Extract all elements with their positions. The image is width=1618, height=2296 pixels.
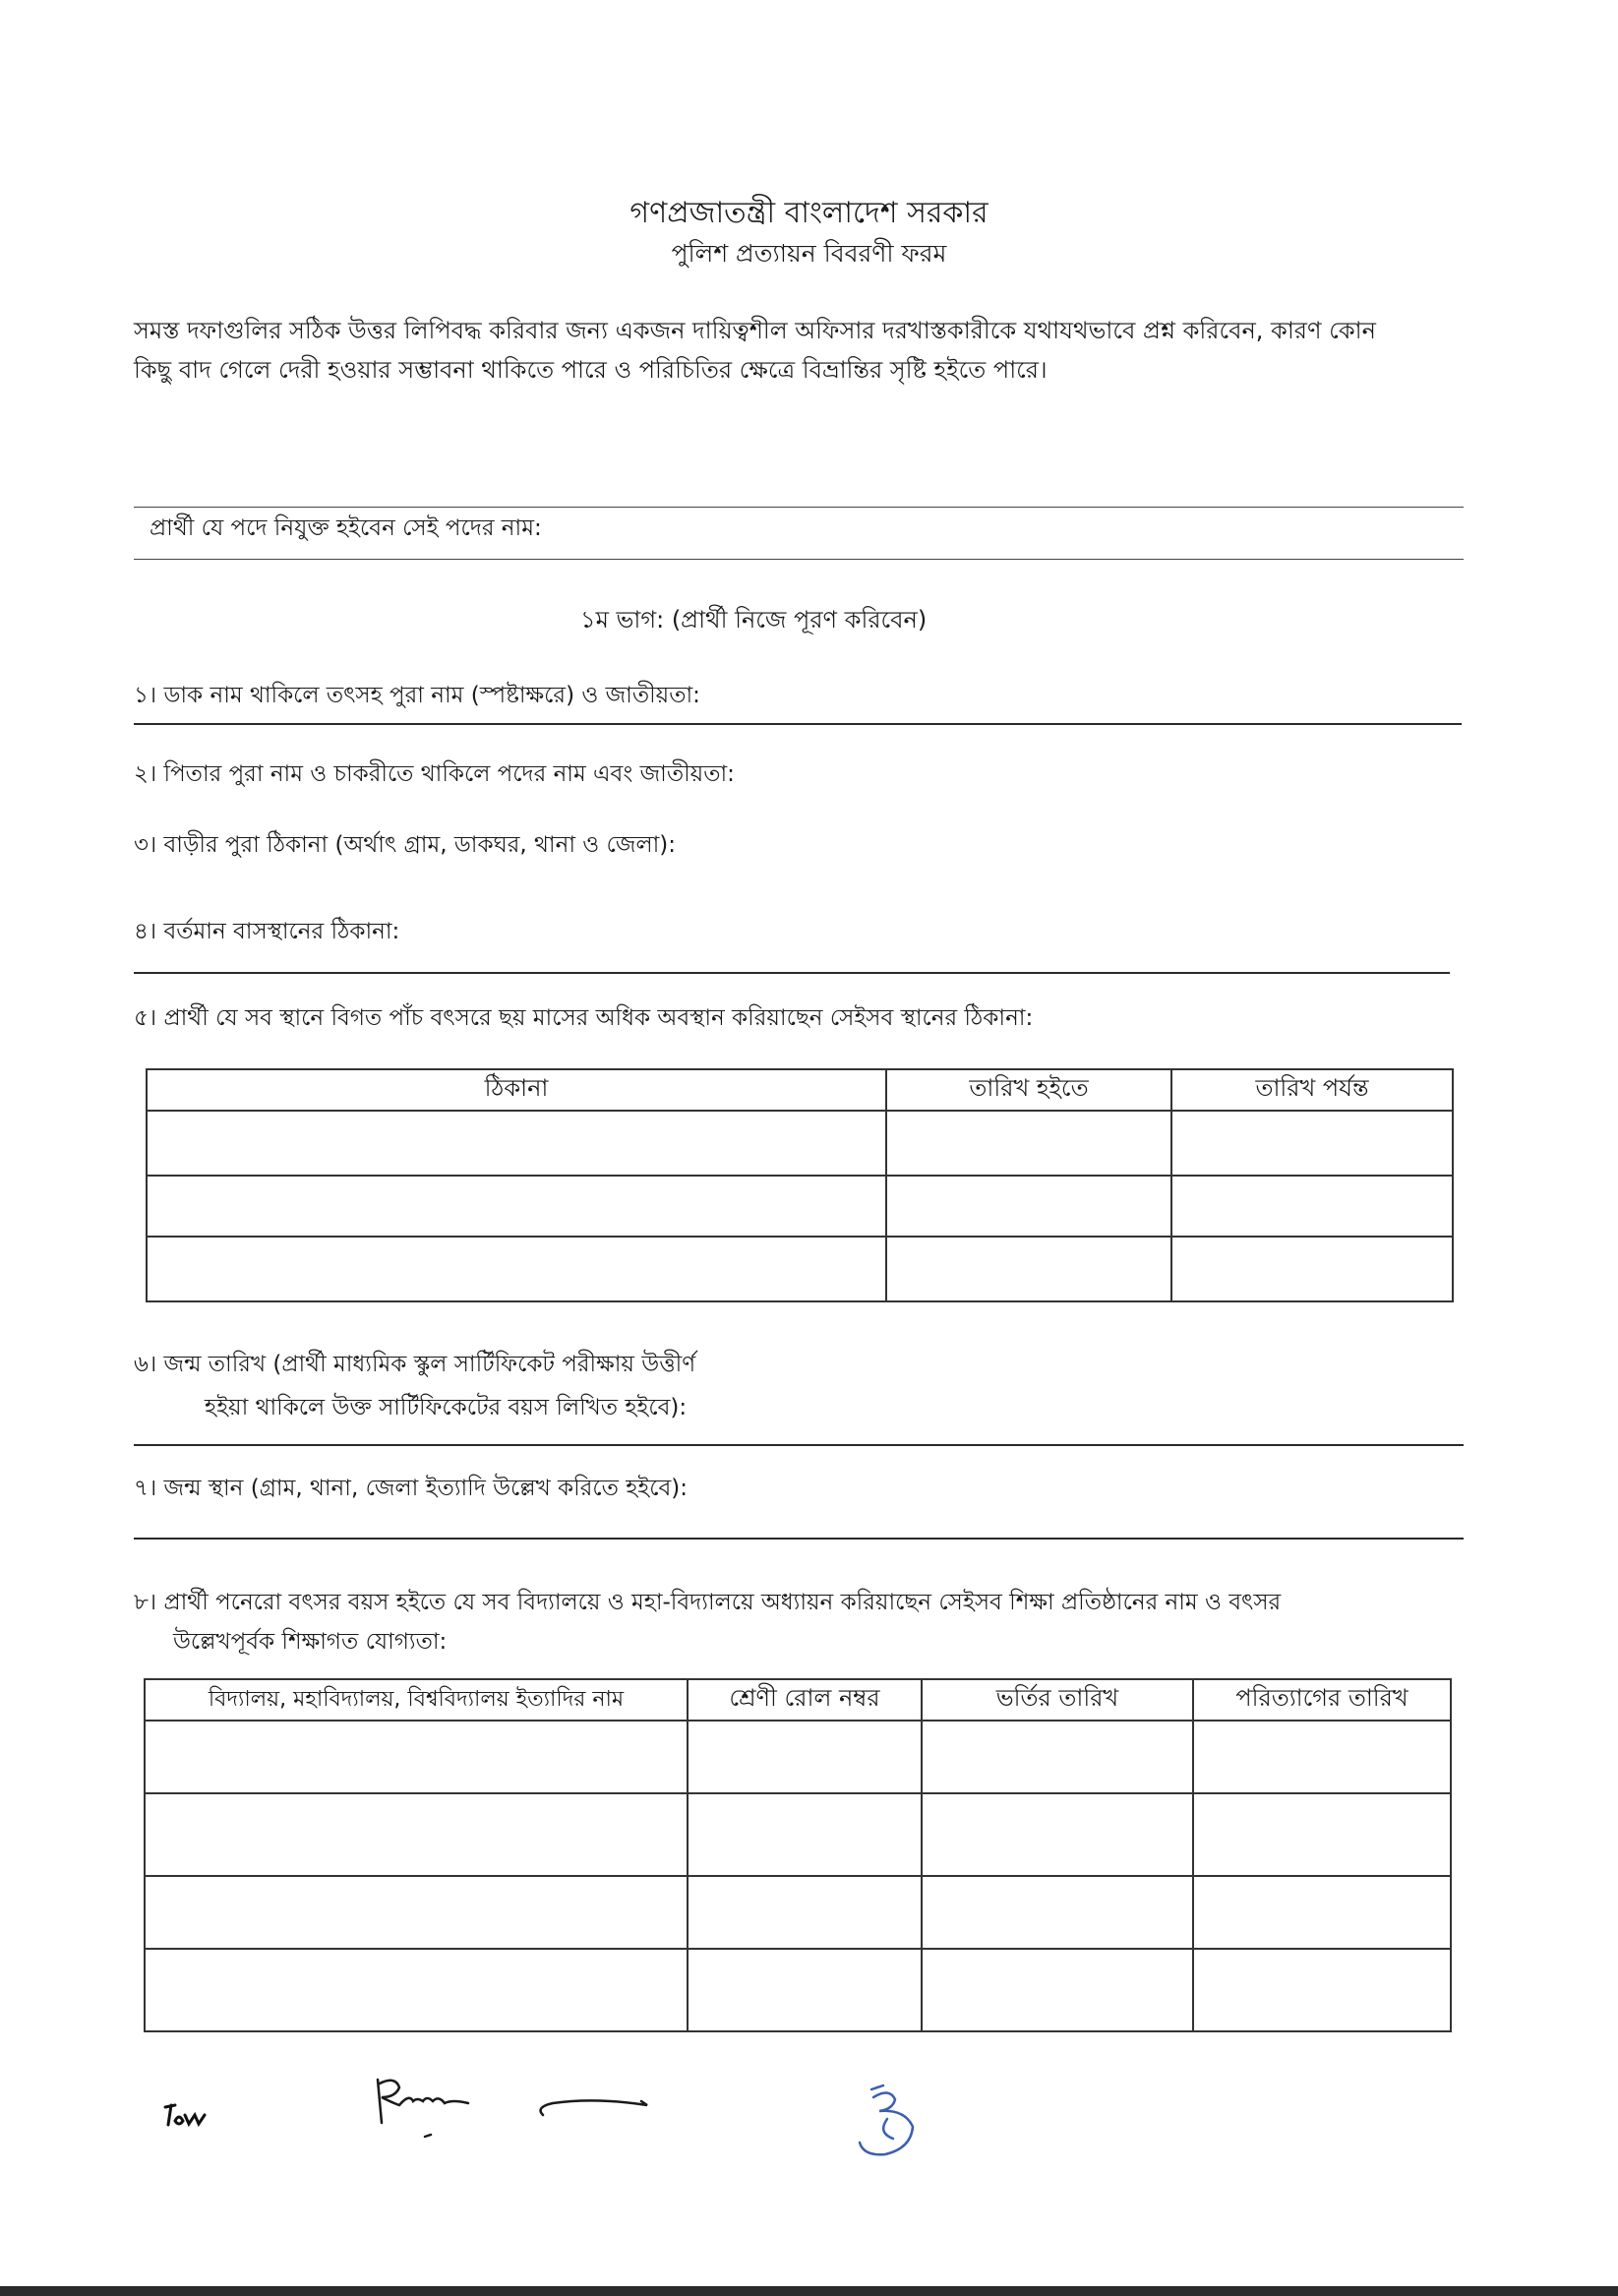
form-title: গণপ্রজাতন্ত্রী বাংলাদেশ সরকার [629, 196, 989, 230]
question-6-answer-line[interactable] [134, 1444, 1464, 1446]
table-row [145, 1793, 1451, 1876]
residence-cell[interactable] [147, 1176, 886, 1237]
post-bottom-rule [134, 559, 1464, 560]
residence-cell[interactable] [147, 1237, 886, 1301]
residence-table [146, 1068, 1454, 1302]
education-cell[interactable] [145, 1721, 688, 1793]
question-4-answer-line[interactable] [134, 972, 1450, 974]
education-cell[interactable] [688, 1721, 922, 1793]
table-row [147, 1237, 1453, 1301]
education-header-institution: বিদ্যালয়, মহাবিদ্যালয়, বিশ্ববিদ্যালয় ইত্যাদির নাম [145, 1679, 688, 1721]
education-table [144, 1678, 1452, 2032]
question-1: ১। ডাক নাম থাকিলে তৎসহ পুরা নাম (স্পষ্টাক্ষরে) ও জাতীয়তা: [134, 683, 700, 708]
education-cell[interactable] [688, 1793, 922, 1876]
residence-cell[interactable] [886, 1176, 1171, 1237]
scan-bottom-edge [0, 2286, 1618, 2296]
form-subtitle: পুলিশ প্রত্যায়ন বিবরণী ফরম [671, 239, 947, 268]
education-cell[interactable] [688, 1949, 922, 2031]
residence-cell[interactable] [1171, 1111, 1453, 1176]
education-cell[interactable] [145, 1949, 688, 2031]
education-cell[interactable] [1193, 1876, 1451, 1949]
residence-header-to-date: তারিখ পর্যন্ত [1171, 1069, 1453, 1111]
residence-cell[interactable] [1171, 1176, 1453, 1237]
residence-cell[interactable] [147, 1111, 886, 1176]
education-cell[interactable] [1193, 1949, 1451, 2031]
question-5: ৫। প্রার্থী যে সব স্থানে বিগত পাঁচ বৎসরে ছয় মাসের অধিক অবস্থান করিয়াছেন সেইসব স্থানের ঠিকানা: [134, 1005, 1034, 1031]
education-cell[interactable] [922, 1793, 1193, 1876]
post-name-label: প্রার্থী যে পদে নিযুক্ত হইবেন সেই পদের নাম: [150, 515, 542, 541]
education-cell[interactable] [922, 1721, 1193, 1793]
education-cell[interactable] [1193, 1721, 1451, 1793]
education-header-roll: শ্রেণী রোল নম্বর [688, 1679, 922, 1721]
table-row [145, 1721, 1451, 1793]
question-8-line-1: ৮। প্রার্থী পনেরো বৎসর বয়স হইতে যে সব বিদ্যালয়ে ও মহা-বিদ্যালয়ে অধ্যায়ন করিয়াছেন সেইসব শিক্ষা প্রতিষ্ঠানের নাম ও বৎসর [134, 1590, 1282, 1615]
education-header-leaving-date: পরিত্যাগের তারিখ [1193, 1679, 1451, 1721]
instruction-line-2: কিছু বাদ গেলে দেরী হওয়ার সম্ভাবনা থাকিতে পারে ও পরিচিতির ক্ষেত্রে বিভ্রান্তির সৃষ্টি হইতে পারে। [134, 356, 1048, 384]
question-4: ৪। বর্তমান বাসস্থানের ঠিকানা: [134, 919, 400, 944]
residence-cell[interactable] [886, 1237, 1171, 1301]
initials-signature-3 [844, 2084, 932, 2166]
education-header-admission-date: ভর্তির তারিখ [922, 1679, 1193, 1721]
education-cell[interactable] [145, 1793, 688, 1876]
education-cell[interactable] [922, 1949, 1193, 2031]
residence-cell[interactable] [1171, 1237, 1453, 1301]
question-2: ২। পিতার পুরা নাম ও চাকরীতে থাকিলে পদের নাম এবং জাতীয়তা: [134, 761, 735, 787]
table-row [145, 1876, 1451, 1949]
education-cell[interactable] [1193, 1793, 1451, 1876]
residence-header-from-date: তারিখ হইতে [886, 1069, 1171, 1111]
question-6-line-2: হইয়া থাকিলে উক্ত সার্টিফিকেটের বয়স লিখিত হইবে): [205, 1395, 688, 1420]
question-8-line-2: উল্লেখপূর্বক শিক্ষাগত যোগ্যতা: [173, 1629, 448, 1655]
part1-heading: ১ম ভাগ: (প্রার্থী নিজে পূরণ করিবেন) [580, 606, 928, 634]
table-row [147, 1176, 1453, 1237]
residence-cell[interactable] [886, 1111, 1171, 1176]
residence-header-address: ঠিকানা [147, 1069, 886, 1111]
question-1-answer-line[interactable] [134, 723, 1462, 725]
table-row [147, 1111, 1453, 1176]
question-6-line-1: ৬। জন্ম তারিখ (প্রার্থী মাধ্যমিক স্কুল সার্টিফিকেট পরীক্ষায় উত্তীর্ণ [134, 1352, 696, 1377]
post-top-rule [134, 507, 1464, 508]
initials-signature-1 [159, 2097, 218, 2137]
instruction-line-1: সমস্ত দফাগুলির সঠিক উত্তর লিপিবদ্ধ করিবার জন্য একজন দায়িত্বশীল অফিসার দরখাস্তকারীকে যথাযথভাবে প্রশ্ন করিবেন, কারণ কোন [134, 317, 1376, 344]
education-cell[interactable] [145, 1876, 688, 1949]
education-cell[interactable] [922, 1876, 1193, 1949]
table-row [145, 1949, 1451, 2031]
question-7: ৭। জন্ম স্থান (গ্রাম, থানা, জেলা ইত্যাদি উল্লেখ করিতে হইবে): [134, 1476, 689, 1501]
education-cell[interactable] [688, 1876, 922, 1949]
question-7-answer-line[interactable] [134, 1538, 1464, 1540]
initials-signature-2 [370, 2072, 685, 2150]
question-3: ৩। বাড়ীর পুরা ঠিকানা (অর্থাৎ গ্রাম, ডাকঘর, থানা ও জেলা): [134, 832, 676, 858]
